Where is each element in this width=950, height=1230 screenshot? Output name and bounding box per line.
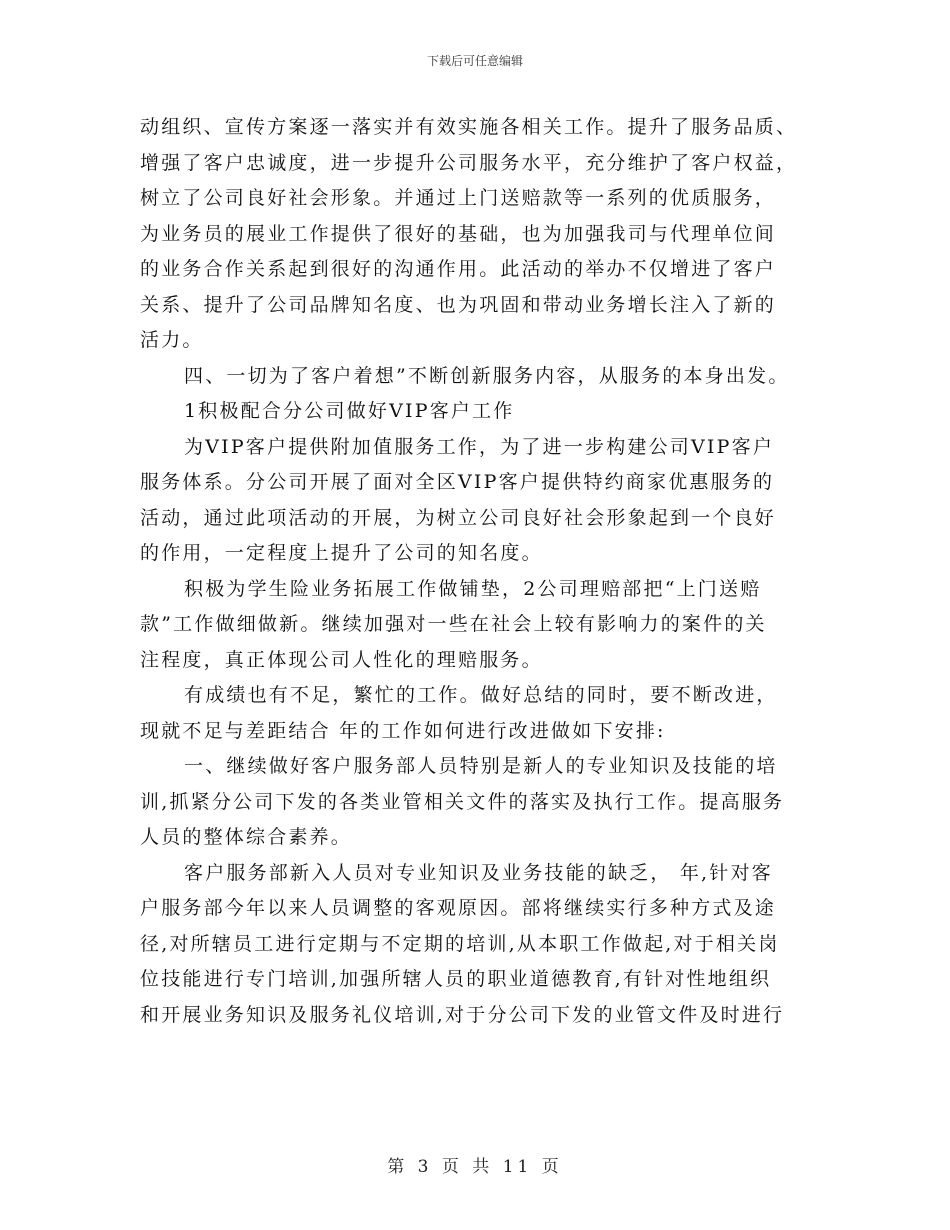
text-line: 动组织、宣传方案逐一落实并有效实施各相关工作。提升了服务品质、: [140, 116, 798, 138]
page-footer: 第 3 页 共 11 页: [387, 1157, 563, 1177]
text-line: 有成绩也有不足，繁忙的工作。做好总结的同时，要不断改进，: [184, 684, 778, 706]
text-line: 训,抓紧分公司下发的各类业管相关文件的落实及执行工作。提高服务: [140, 790, 785, 813]
text-line: 1积极配合分公司做好VIP客户工作: [184, 400, 515, 422]
text-line: 树立了公司良好社会形象。并通过上门送赔款等一系列的优质服务，: [140, 187, 777, 209]
text-line: 径,对所辖员工进行定期与不定期的培训,从本职工作做起,对于相关岗: [140, 932, 780, 955]
text-line: 为业务员的展业工作提供了很好的基础，也为加强我司与代理单位间: [140, 222, 777, 245]
document-body: [140, 110, 820, 1033]
text-line: 和开展业务知识及服务礼仪培训,对于分公司下发的业管文件及时进行: [140, 1003, 785, 1026]
text-line: 客户服务部新入人员对专业知识及业务技能的缺乏， 年,针对客: [184, 861, 773, 884]
text-line: 位技能进行专门培训,加强所辖人员的职业道德教育,有针对性地组织: [140, 968, 772, 990]
text-line: 关系、提升了公司品牌知名度、也为巩固和带动业务增长注入了新的: [140, 293, 777, 316]
text-line: 为VIP客户提供附加值服务工作，为了进一步构建公司VIP客户: [184, 435, 775, 458]
text-line: 款”工作做细做新。继续加强对一些在社会上较有影响力的案件的关: [140, 613, 767, 635]
text-line: 户服务部今年以来人员调整的客观原因。部将继续实行多种方式及途: [140, 897, 777, 919]
text-line: 活力。: [140, 329, 204, 351]
text-line: 现就不足与差距结合 年的工作如何进行改进做如下安排:: [140, 719, 666, 742]
page-header: 下载后可任意编辑: [426, 54, 523, 68]
text-line: 积极为学生险业务拓展工作做铺垫，2公司理赔部把“上门送赔: [184, 577, 762, 600]
text-line: 注程度，真正体现公司人性化的理赔服务。: [140, 648, 543, 671]
text-line: 人员的整体综合素养。: [140, 826, 353, 848]
text-line: 四、一切为了客户着想”不断创新服务内容，从服务的本身出发。: [184, 364, 790, 387]
text-line: 活动，通过此项活动的开展，为树立公司良好社会形象起到一个良好: [140, 506, 777, 529]
text-line: 服务体系。分公司开展了面对全区VIP客户提供特约商家优惠服务的: [140, 471, 775, 493]
text-line: 的作用，一定程度上提升了公司的知名度。: [140, 542, 543, 564]
text-line: 增强了客户忠诚度，进一步提升公司服务水平，充分维护了客户权益，: [140, 151, 798, 174]
text-line: 的业务合作关系起到很好的沟通作用。此活动的举办不仅增进了客户: [140, 258, 777, 280]
text-line: 一、继续做好客户服务部人员特别是新人的专业知识及技能的培: [184, 755, 778, 777]
